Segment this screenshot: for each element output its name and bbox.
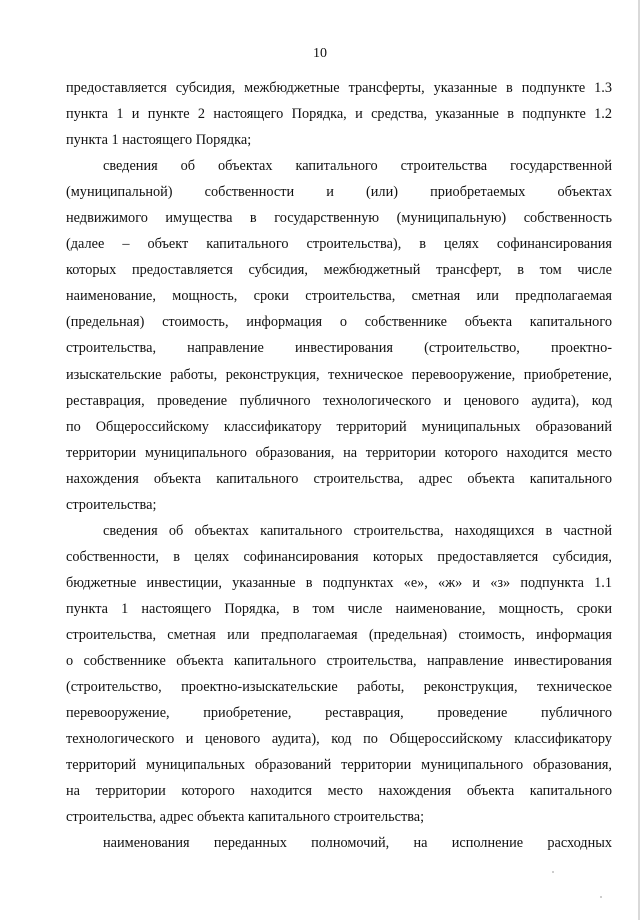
text-line: строительства, адрес объекта капитального строительства;: [66, 809, 425, 826]
text-line: собственности, в целях софинансирования которых предоставляется субсидия,: [66, 548, 612, 565]
text-line: перевооружение, приобретение, реставрация, проведение публичного: [66, 705, 612, 722]
text-line: строительства, сметная или предполагаемая (предельная) стоимость, информация: [66, 626, 612, 643]
text-line: изыскательские работы, реконструкция, техническое перевооружение, приобретение,: [66, 366, 612, 383]
text-line: предоставляется субсидия, межбюджетные трансферты, указанные в подпункте 1.3: [66, 80, 612, 96]
text-line: пункта 1 и пункте 2 настоящего Порядка, и средства, указанные в подпункте 1.2: [66, 106, 612, 123]
text-line: технологического и ценового аудита), код по Общероссийскому классификатору: [66, 731, 612, 748]
text-line: (муниципальной) собственности и (или) приобретаемых объектах: [66, 184, 612, 201]
text-line: бюджетные инвестиции, указанные в подпунктах «е», «ж» и «з» подпункта 1.1: [66, 574, 612, 591]
text-line: недвижимого имущества в государственную (муниципальную) собственность: [66, 210, 612, 227]
text-line: о собственнике объекта капитального строительства, направление инвестирования: [66, 653, 612, 670]
scan-speck: [600, 896, 602, 898]
text-line: территорий муниципальных образований территории муниципального образования,: [66, 757, 612, 774]
text-line: (строительство, проектно-изыскательские работы, реконструкция, техническое: [66, 679, 612, 696]
text-line: по Общероссийскому классификатору территорий муниципальных образований: [66, 418, 612, 435]
text-line: строительства;: [66, 496, 157, 513]
text-line: строительства, направление инвестирования (строительство, проектно-: [66, 340, 612, 357]
text-line: реставрация, проведение публичного технологического и ценового аудита), код: [66, 392, 612, 409]
text-line: нахождения объекта капитального строительства, адрес объекта капитального: [66, 470, 612, 487]
text-line: которых предоставляется субсидия, межбюджетный трансферт, в том числе: [66, 262, 612, 279]
text-line: сведения об объектах капитального строительства, находящихся в частной: [103, 522, 612, 539]
scan-speck: [552, 871, 554, 873]
body-text: [66, 75, 612, 856]
text-line: наименования переданных полномочий, на исполнение расходных: [103, 835, 612, 852]
text-line: территории муниципального образования, на территории которого находится место: [66, 444, 612, 461]
text-line: (далее – объект капитального строительства), в целях софинансирования: [66, 236, 612, 253]
text-line: сведения об объектах капитального строительства государственной: [103, 158, 612, 175]
text-line: пункта 1 настоящего Порядка;: [66, 132, 252, 149]
text-line: пункта 1 настоящего Порядка, в том числе наименование, мощность, сроки: [66, 600, 612, 617]
text-line: на территории которого находится место нахождения объекта капитального: [66, 783, 612, 800]
page-number: 10: [313, 46, 327, 61]
text-line: наименование, мощность, сроки строительства, сметная или предполагаемая: [66, 288, 612, 305]
text-line: (предельная) стоимость, информация о собственнике объекта капитального: [66, 314, 612, 331]
